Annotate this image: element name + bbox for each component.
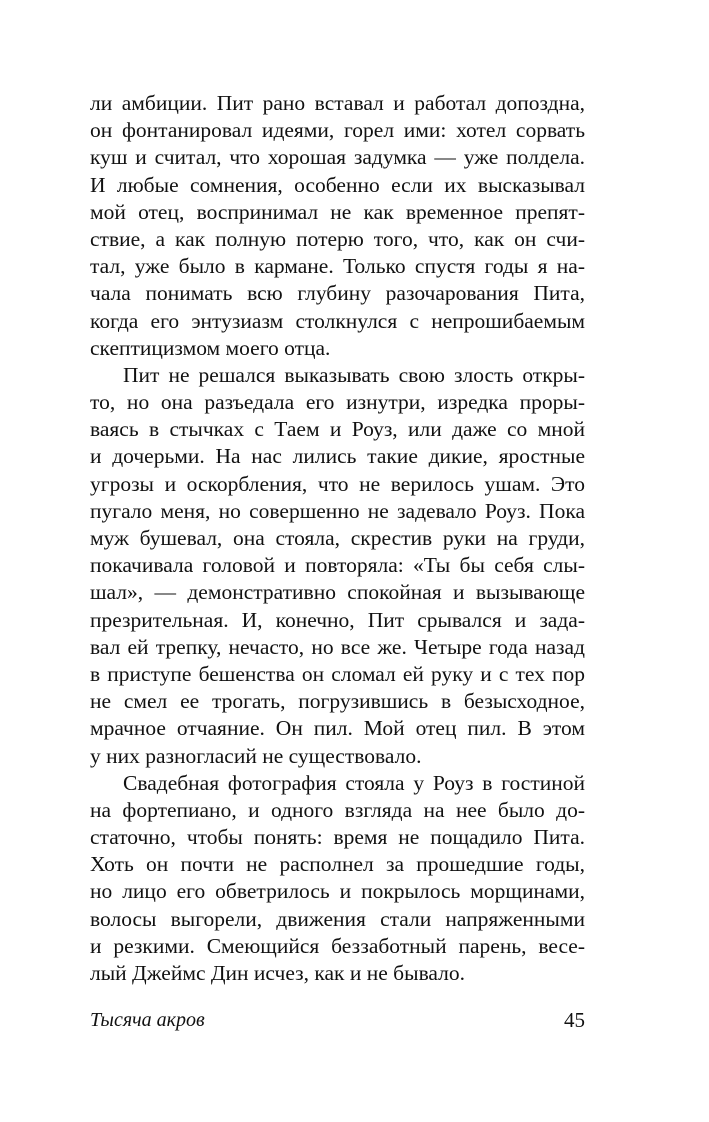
page-footer xyxy=(90,1007,585,1037)
text-line: не смел ее трогать, погрузившись в безысходное, xyxy=(90,689,585,714)
text-line: скептицизмом моего отца. xyxy=(90,335,331,360)
paragraph-3 xyxy=(90,770,585,988)
body-text xyxy=(90,90,585,987)
text-line: И любые сомнения, особенно если их высказывал xyxy=(90,172,585,197)
text-line: чала понимать всю глубину разочарования Пита, xyxy=(90,281,585,306)
text-line: мрачное отчаяние. Он пил. Мой отец пил. В этом xyxy=(90,716,585,741)
text-line: Пит не решался выказывать свою злость откры- xyxy=(123,362,585,387)
text-line: покачивала головой и повторяла: «Ты бы себя слы- xyxy=(90,553,585,578)
text-line: и дочерьми. На нас лились такие дикие, яростные xyxy=(90,444,585,469)
text-line: лый Джеймс Дин исчез, как и не бывало. xyxy=(90,961,466,985)
text-line: угрозы и оскорбления, что не верилось ушам. Это xyxy=(90,471,585,496)
text-line: статочно, чтобы понять: время не пощадило Пита. xyxy=(90,825,585,850)
page-number: 45 xyxy=(564,1008,585,1032)
text-line: вал ей трепку, нечасто, но все же. Четыре года назад xyxy=(90,634,585,659)
text-line: волосы выгорели, движения стали напряженными xyxy=(90,906,585,931)
paragraph-2 xyxy=(90,362,585,770)
paragraph-1 xyxy=(90,90,585,362)
text-line: то, но она разъедала его изнутри, изредка проры- xyxy=(90,390,585,415)
text-line: и резкими. Смеющийся беззаботный парень, весе- xyxy=(90,933,585,958)
text-line: муж бушевал, она стояла, скрестив руки на груди, xyxy=(90,526,585,550)
text-line: пугало меня, но совершенно не задевало Роуз. Пока xyxy=(90,498,585,523)
text-line: шал», — демонстративно спокойная и вызывающе xyxy=(90,580,585,605)
text-line: но лицо его обветрилось и покрылось морщинами, xyxy=(90,879,585,904)
text-line: ли амбиции. Пит рано вставал и работал допоздна, xyxy=(90,91,585,115)
text-line: он фонтанировал идеями, горел ими: хотел сорвать xyxy=(90,118,585,143)
text-line: когда его энтузиазм столкнулся с непрошибаемым xyxy=(90,308,585,333)
text-line: презрительная. И, конечно, Пит срывался и зада- xyxy=(90,607,585,632)
text-line: ствие, а как полную потерю того, что, как он счи- xyxy=(90,226,585,251)
text-line: Свадебная фотография стояла у Роуз в гостиной xyxy=(123,770,585,795)
text-line: мой отец, воспринимал не как временное препят- xyxy=(90,199,585,224)
text-line: Хоть он почти не располнел за прошедшие годы, xyxy=(90,852,585,877)
text-line: тал, уже было в кармане. Только спустя годы я на- xyxy=(90,254,585,279)
text-line: ваясь в стычках с Таем и Роуз, или даже со мной xyxy=(90,417,585,442)
text-line: у них разногласий не существовало. xyxy=(90,743,422,768)
text-line: куш и считал, что хорошая задумка — уже полдела. xyxy=(90,145,585,170)
text-line: в приступе бешенства он сломал ей руку и с тех пор xyxy=(90,661,585,686)
text-line: на фортепиано, и одного взгляда на нее было до- xyxy=(90,797,585,822)
running-title: Тысяча акров xyxy=(90,1009,205,1031)
